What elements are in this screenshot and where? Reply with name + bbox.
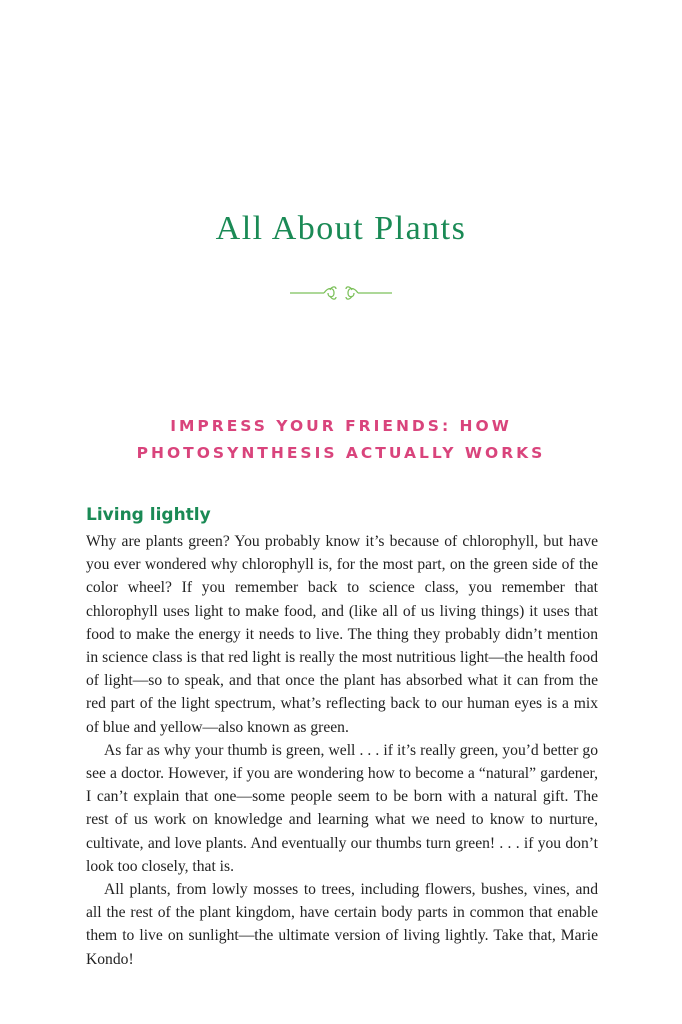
paragraph: As far as why your thumb is green, well . . . if it’s really green, you’d better go see a doctor. However, if you are wondering how to become a “natural” gardener, I can’t explain that one—some people seem to be born with a natural gift. The rest of us work on knowledge and learning what we need to know to nurture, cultivate, and love plants. And eventually our thumbs turn green! . . . if you don’t look too closely, that is. (86, 741, 598, 875)
subsection-heading: Living lightly (86, 505, 211, 525)
body-text (86, 530, 598, 971)
chapter-title: All About Plants (215, 210, 467, 247)
section-title (0, 413, 682, 467)
section-title-line: PHOTOSYNTHESIS ACTUALLY WORKS (136, 444, 546, 462)
vine-flourish-icon (290, 284, 392, 302)
paragraph: All plants, from lowly mosses to trees, including flowers, bushes, vines, and all the rest of the plant kingdom, have certain body parts in common that enable them to live on sunlight—the ultimate version of living lightly. Take that, Marie Kondo! (86, 881, 598, 968)
section-title-line: IMPRESS YOUR FRIENDS: HOW (170, 417, 512, 435)
paragraph: Why are plants green? You probably know it’s because of chlorophyll, but have you ever wondered why chlorophyll is, for the most part, on the green side of the color wheel? If you remember back to science class, you remember that chlorophyll uses light to make food, and (like all of us living things) it uses that food to make the energy it needs to live. The thing they probably didn’t mention in science class is that red light is really the most nutritious light—the health food of light—so to speak, and that once the plant has absorbed what it can from the red part of the light spectrum, what’s reflecting back to our human eyes is a mix of blue and yellow—also known as green. (86, 533, 598, 736)
